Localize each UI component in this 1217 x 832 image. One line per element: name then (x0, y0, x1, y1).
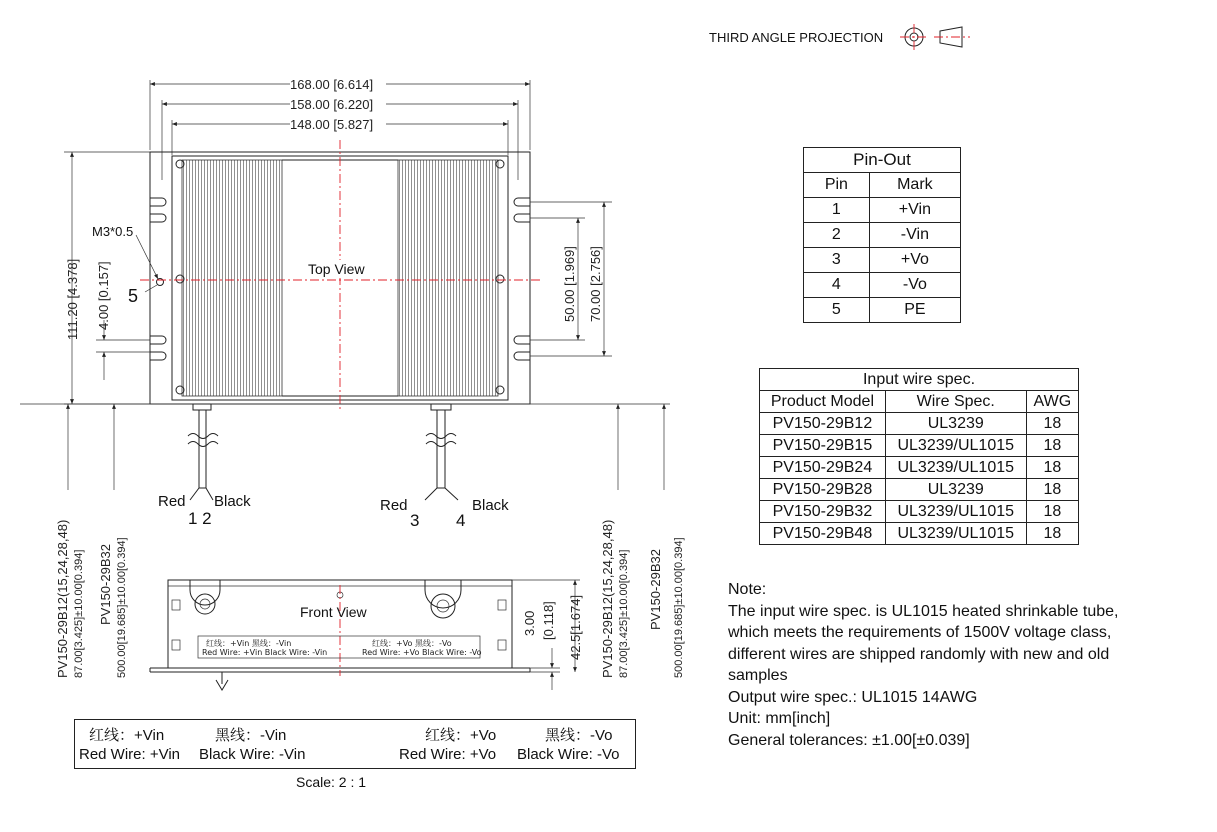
left-b-model: PV150-29B32 (98, 544, 113, 625)
wire-length-dimensions (55, 404, 685, 678)
dim-pitch-70: 70.00 [2.756] (588, 246, 603, 322)
awg: 18 (1026, 435, 1078, 457)
pin-mark: +Vo (869, 248, 960, 273)
dim-width-overall: 168.00 [6.614] (290, 77, 374, 92)
table-row (760, 435, 1079, 457)
wire-spec: UL3239/UL1015 (885, 457, 1026, 479)
input-pin-numbers: 1 2 (188, 509, 212, 528)
product-model: PV150-29B15 (760, 435, 886, 457)
scale-label: Scale: 2 : 1 (296, 774, 367, 790)
pin-mark: +Vin (869, 198, 960, 223)
wire-spec-header-model: Product Model (760, 391, 886, 413)
front-view-label: Front View (300, 604, 367, 620)
right-b-value: 500.00[19.685]±10.00[0.394] (673, 537, 685, 678)
sticker-left-cn: 红线：+Vin 黑线：-Vin (206, 639, 292, 648)
pinout-header-pin: Pin (804, 173, 870, 198)
note-line: Unit: mm[inch] (728, 710, 831, 727)
pin-number: 1 (804, 198, 870, 223)
dim-height-overall: 111.20 [4.378] (65, 258, 80, 340)
legend-en-vo-red: Red Wire: +Vo (399, 746, 497, 763)
right-a-model: PV150-29B12(15,24,28,48) (600, 519, 615, 678)
legend-en-vin-red: Red Wire: +Vin (79, 746, 181, 763)
legend-en-vin-black: Black Wire: -Vin (199, 746, 306, 763)
pin-number: 4 (804, 273, 870, 298)
note-line: Output wire spec.: UL1015 14AWG (728, 688, 978, 706)
awg: 18 (1026, 479, 1078, 501)
sticker-right-cn: 红线：+Vo 黑线：-Vo (372, 639, 452, 648)
note-line: different wires are shipped randomly with new and old (728, 645, 1110, 663)
product-model: PV150-29B12 (760, 413, 886, 435)
dim-pitch-50: 50.00 [1.969] (562, 246, 577, 322)
left-b-value: 500.00[19.685]±10.00[0.394] (116, 537, 128, 678)
product-model: PV150-29B28 (760, 479, 886, 501)
input-red-label: Red (158, 493, 186, 510)
right-b-model: PV150-29B32 (648, 549, 663, 630)
left-a-model: PV150-29B12(15,24,28,48) (55, 519, 70, 678)
product-model: PV150-29B32 (760, 501, 886, 523)
pinout-title: Pin-Out (804, 148, 961, 173)
dim-slot-offset: 4.00 [0.157] (96, 261, 111, 330)
front-view (150, 580, 583, 690)
table-row (760, 457, 1079, 479)
pin-mark: PE (869, 298, 960, 323)
input-wires (20, 404, 670, 528)
pin-mark: -Vin (869, 223, 960, 248)
pin-mark: -Vo (869, 273, 960, 298)
wire-spec: UL3239/UL1015 (885, 435, 1026, 457)
pinout-table (803, 147, 961, 323)
dim-front-thickness: 3.00 (522, 610, 537, 636)
note-line: General tolerances: ±1.00[±0.039] (728, 731, 970, 749)
left-height-dimensions (64, 152, 150, 404)
awg: 18 (1026, 413, 1078, 435)
note-line: Note: (728, 581, 767, 598)
table-row (804, 223, 961, 248)
pinout-header-mark: Mark (869, 173, 960, 198)
table-row (804, 248, 961, 273)
table-row (760, 479, 1079, 501)
wire-spec: UL3239/UL1015 (885, 501, 1026, 523)
wire-color-legend (74, 719, 636, 769)
note-line: The input wire spec. is UL1015 heated shrinkable tube, (728, 602, 1119, 620)
projection-symbol (709, 24, 970, 50)
pin-number: 3 (804, 248, 870, 273)
dim-front-height: 42.5[1.674] (568, 594, 583, 660)
table-row (760, 413, 1079, 435)
output-pin-4: 4 (456, 511, 466, 530)
table-row (804, 298, 961, 323)
output-wires (380, 404, 509, 530)
pe-pin-label: 5 (128, 286, 139, 306)
screw-spec-label: M3*0.5 (92, 224, 134, 239)
notes-block (728, 579, 1208, 751)
table-row (804, 273, 961, 298)
left-a-value: 87.00[3.425]±10.00[0.394] (73, 549, 85, 678)
awg: 18 (1026, 523, 1078, 545)
table-row (760, 501, 1079, 523)
output-red-label: Red (380, 497, 408, 514)
wire-spec-header-spec: Wire Spec. (885, 391, 1026, 413)
sticker-right-en: Red Wire: +Vo Black Wire: -Vo (362, 648, 482, 657)
note-line: which meets the requirements of 1500V voltage class, (728, 624, 1112, 641)
pin-number: 2 (804, 223, 870, 248)
table-row (804, 198, 961, 223)
projection-label: THIRD ANGLE PROJECTION (709, 30, 884, 45)
input-black-label: Black (214, 493, 251, 510)
legend-cn-vin-black: 黑线：-Vin (215, 727, 287, 744)
input-wire-spec-table (759, 368, 1079, 545)
awg: 18 (1026, 457, 1078, 479)
dim-width-body: 148.00 [5.827] (290, 117, 374, 132)
legend-cn-vo-red: 红线：+Vo (425, 727, 497, 744)
sticker-left-en: Red Wire: +Vin Black Wire: -Vin (202, 648, 328, 657)
wire-spec: UL3239/UL1015 (885, 523, 1026, 545)
legend-en-vo-black: Black Wire: -Vo (517, 746, 620, 763)
wire-spec: UL3239 (885, 479, 1026, 501)
legend-cn-vin-red: 红线：+Vin (89, 727, 165, 744)
top-view-label: Top View (308, 261, 365, 277)
wire-spec-title: Input wire spec. (760, 369, 1079, 391)
dim-width-holes: 158.00 [6.220] (290, 97, 374, 112)
top-view (92, 140, 540, 412)
legend-cn-vo-black: 黑线：-Vo (545, 727, 613, 744)
product-model: PV150-29B24 (760, 457, 886, 479)
wire-spec: UL3239 (885, 413, 1026, 435)
product-model: PV150-29B48 (760, 523, 886, 545)
awg: 18 (1026, 501, 1078, 523)
output-pin-3: 3 (410, 511, 420, 530)
right-pitch-dimensions (530, 202, 612, 356)
table-row (760, 523, 1079, 545)
right-a-value: 87.00[3.425]±10.00[0.394] (618, 549, 630, 678)
output-black-label: Black (472, 497, 509, 514)
pin-number: 5 (804, 298, 870, 323)
wire-spec-header-awg: AWG (1026, 391, 1078, 413)
dim-front-thickness-inch: [0.118] (541, 601, 556, 640)
note-line: samples (728, 667, 788, 684)
